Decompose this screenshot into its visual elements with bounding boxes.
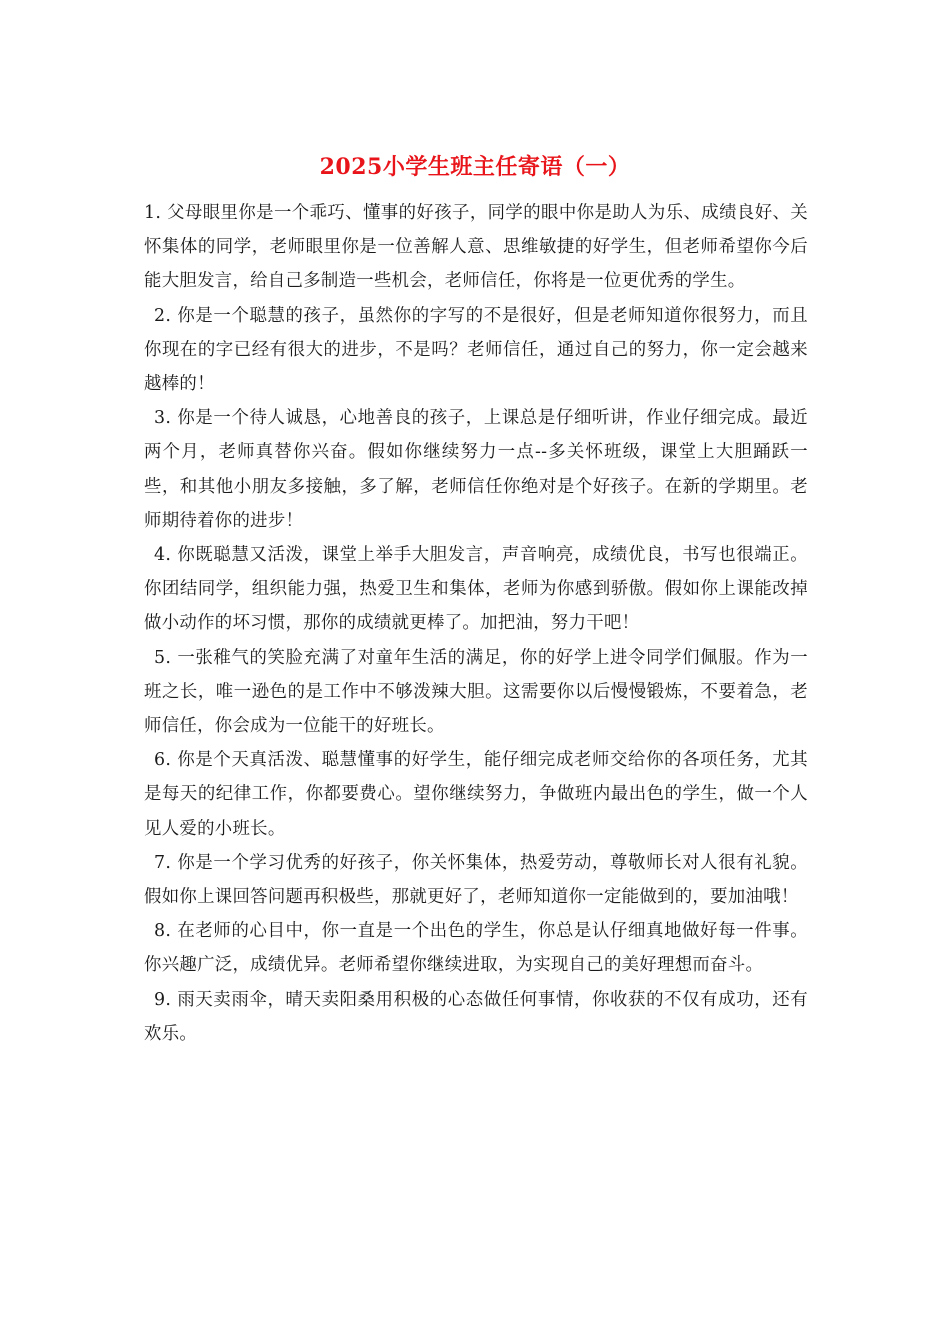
list-item: 4. 你既聪慧又活泼，课堂上举手大胆发言，声音响亮，成绩优良，书写也很端正。你团结同学，组织能力强，热爱卫生和集体，老师为你感到骄傲。假如你上课能改掉做小动作的坏习惯，那你的成绩就更棒了。加把油，努力干吧！ <box>144 545 808 634</box>
list-item: 3. 你是一个待人诚恳，心地善良的孩子，上课总是仔细听讲，作业仔细完成。最近两个月，老师真替你兴奋。假如你继续努力一点--多关怀班级，课堂上大胆踊跃一些，和其他小朋友多接触，多了解，老师信任你绝对是个好孩子。在新的学期里。老师期待着你的进步！ <box>144 408 808 531</box>
list-item: 6. 你是个天真活泼、聪慧懂事的好学生，能仔细完成老师交给你的各项任务，尤其是每天的纪律工作，你都要费心。望你继续努力，争做班内最出色的学生，做一个人见人爱的小班长。 <box>144 750 808 839</box>
list-item: 5. 一张稚气的笑脸充满了对童年生活的满足，你的好学上进令同学们佩服。作为一班之长，唯一逊色的是工作中不够泼辣大胆。这需要你以后慢慢锻炼，不要着急，老师信任，你会成为一位能干的好班长。 <box>144 647 808 737</box>
list-item: 2. 你是一个聪慧的孩子，虽然你的字写的不是很好，但是老师知道你很努力，而且你现在的字已经有很大的进步，不是吗？老师信任，通过自己的努力，你一定会越来越棒的！ <box>144 305 808 395</box>
list-item: 8. 在老师的心目中，你一直是一个出色的学生，你总是认仔细真地做好每一件事。你兴趣广泛，成绩优异。老师希望你继续进取，为实现自己的美好理想而奋斗。 <box>144 921 808 976</box>
list-item: 7. 你是一个学习优秀的好孩子，你关怀集体，热爱劳动，尊敬师长对人很有礼貌。假如你上课回答问题再积极些，那就更好了，老师知道你一定能做到的，要加油哦！ <box>144 852 808 908</box>
document-body <box>144 196 808 1051</box>
list-item: 1. 父母眼里你是一个乖巧、懂事的好孩子，同学的眼中你是助人为乐、成绩良好、关怀集体的同学，老师眼里你是一位善解人意、思维敏捷的好学生，但老师希望你今后能大胆发言，给自己多制造一些机会，老师信任，你将是一位更优秀的学生。 <box>144 203 808 292</box>
list-item: 9. 雨天卖雨伞，晴天卖阳桑用积极的心态做任何事情，你收获的不仅有成功，还有欢乐。 <box>144 989 808 1044</box>
page-title: 2025小学生班主任寄语（一） <box>319 154 631 180</box>
